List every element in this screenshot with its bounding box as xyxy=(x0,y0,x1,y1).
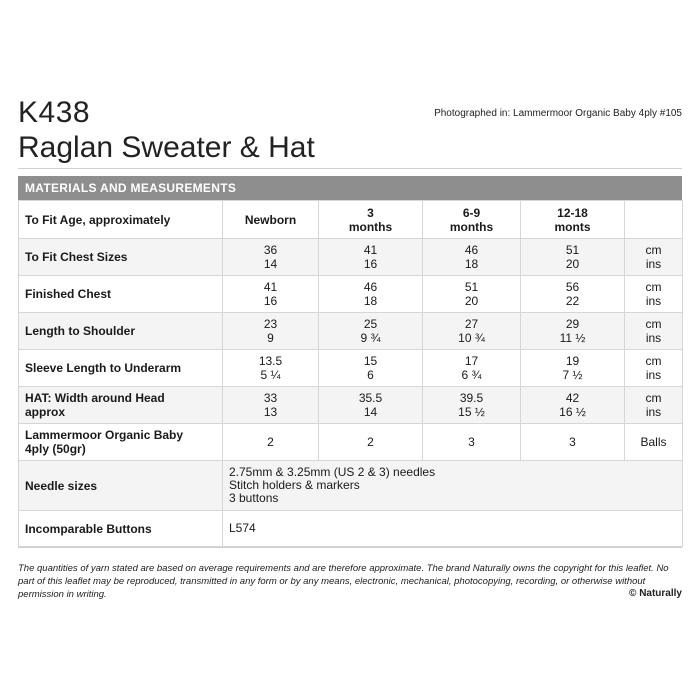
cell: 42 16 ½ xyxy=(521,387,625,424)
cell: 56 22 xyxy=(521,276,625,313)
cell: 29 11 ½ xyxy=(521,313,625,350)
row-label: Needle sizes xyxy=(19,461,223,511)
size-header: 12-18 monts xyxy=(521,201,625,239)
row-label: Sleeve Length to Underarm xyxy=(19,350,223,387)
cell: 25 9 ¾ xyxy=(319,313,423,350)
pattern-code: K438 xyxy=(18,96,91,129)
unit-cell: cm ins xyxy=(625,239,683,276)
row-label: Length to Shoulder xyxy=(19,313,223,350)
section-banner: MATERIALS AND MEASUREMENTS xyxy=(18,176,682,200)
cell: 2 xyxy=(319,424,423,461)
unit-cell: cm ins xyxy=(625,387,683,424)
table-row xyxy=(19,239,683,276)
pattern-title: Raglan Sweater & Hat xyxy=(18,131,315,164)
row-label: Incomparable Buttons xyxy=(19,511,223,547)
cell: 41 16 xyxy=(223,276,319,313)
row-label: Finished Chest xyxy=(19,276,223,313)
size-header: 6-9 months xyxy=(423,201,521,239)
cell: 51 20 xyxy=(423,276,521,313)
table-header-row xyxy=(19,201,683,239)
cell: 19 7 ½ xyxy=(521,350,625,387)
divider xyxy=(18,168,682,169)
cell: 3 xyxy=(423,424,521,461)
size-header: 3 months xyxy=(319,201,423,239)
unit-cell: cm ins xyxy=(625,276,683,313)
unit-header xyxy=(625,201,683,239)
table-row xyxy=(19,276,683,313)
measurements-table xyxy=(18,200,683,547)
table-row xyxy=(19,350,683,387)
needles-cell: 2.75mm & 3.25mm (US 2 & 3) needles Stitch holders & markers 3 buttons xyxy=(223,461,683,511)
cell: 51 20 xyxy=(521,239,625,276)
row-label: HAT: Width around Head approx xyxy=(19,387,223,424)
table-row-buttons xyxy=(19,511,683,547)
buttons-cell: L574 xyxy=(223,511,683,547)
cell: 46 18 xyxy=(423,239,521,276)
cell: 3 xyxy=(521,424,625,461)
cell: 17 6 ¾ xyxy=(423,350,521,387)
cell: 41 16 xyxy=(319,239,423,276)
copyright-text: © Naturally xyxy=(629,588,682,599)
row-label: To Fit Chest Sizes xyxy=(19,239,223,276)
cell: 33 13 xyxy=(223,387,319,424)
row-label: To Fit Age, approximately xyxy=(19,201,223,239)
cell: 13.5 5 ¼ xyxy=(223,350,319,387)
divider xyxy=(18,547,682,548)
unit-cell: Balls xyxy=(625,424,683,461)
cell: 23 9 xyxy=(223,313,319,350)
cell: 27 10 ¾ xyxy=(423,313,521,350)
row-label: Lammermoor Organic Baby 4ply (50gr) xyxy=(19,424,223,461)
cell: 2 xyxy=(223,424,319,461)
unit-cell: cm ins xyxy=(625,350,683,387)
cell: 35.5 14 xyxy=(319,387,423,424)
cell: 46 18 xyxy=(319,276,423,313)
table-row-needles xyxy=(19,461,683,511)
table-row-yarn xyxy=(19,424,683,461)
table-row xyxy=(19,387,683,424)
cell: 15 6 xyxy=(319,350,423,387)
table-row xyxy=(19,313,683,350)
cell: 39.5 15 ½ xyxy=(423,387,521,424)
size-header: Newborn xyxy=(223,201,319,239)
photographed-note: Photographed in: Lammermoor Organic Baby 4ply #105 xyxy=(434,108,682,119)
cell: 36 14 xyxy=(223,239,319,276)
disclaimer-text: The quantities of yarn stated are based on average requirements and are therefore approximate. The brand Naturally owns the copyright for this leaflet. No part of this leaflet may be reproduced, transmitted in any form or by any means, electronic, mechanical, photocopying, recording, or otherwise without permission in writing. xyxy=(18,563,669,600)
unit-cell: cm ins xyxy=(625,313,683,350)
